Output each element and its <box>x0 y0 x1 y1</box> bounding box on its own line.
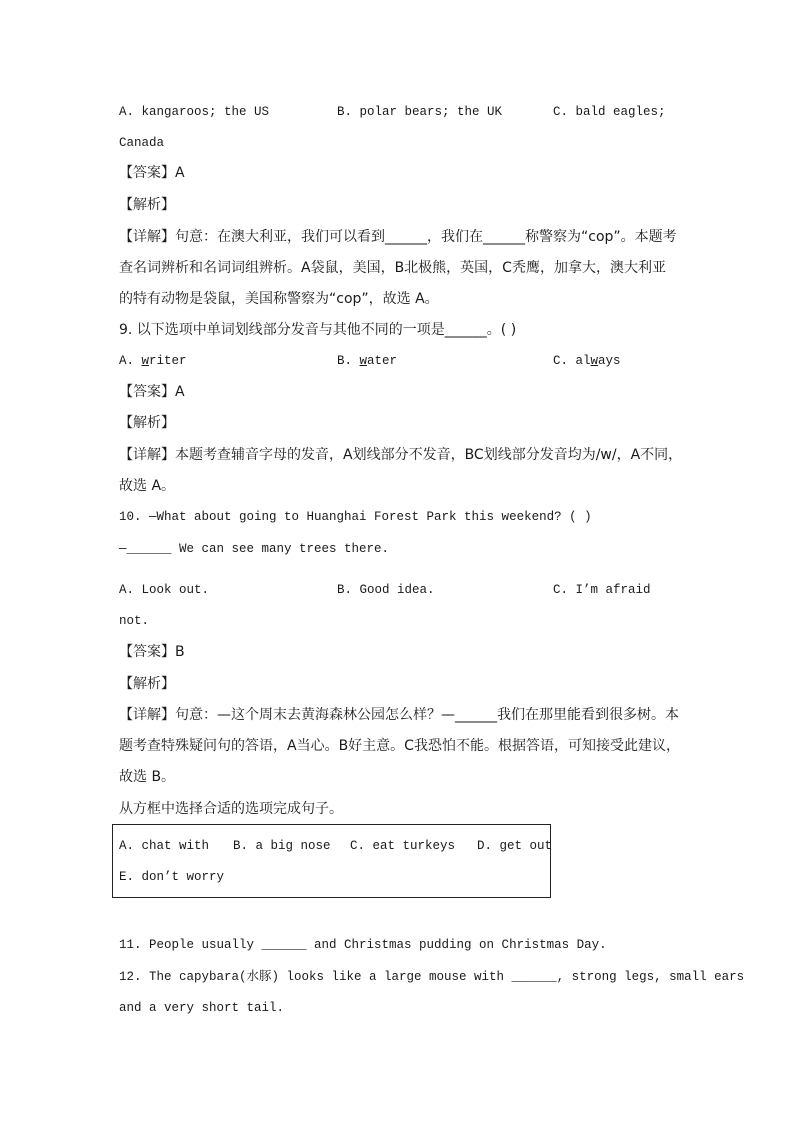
q10-detail-line-1: 【详解】句意：—这个周末去黄海森林公园怎么样？—______我们在那里能看到很多树。本 <box>119 707 679 723</box>
q12-text-line-1: 12. The capybara(水豚) looks like a large mouse with ______, strong legs, small ears <box>119 970 745 984</box>
q10-option-c: C. I’m afraid <box>553 583 651 597</box>
q10-option-b: B. Good idea. <box>337 583 435 597</box>
q9-detail-line-2: 故选 A。 <box>119 478 176 494</box>
q10-option-c-continued: not. <box>119 614 150 628</box>
q9-analysis-label: 【解析】 <box>119 415 175 431</box>
box-option-c: C. eat turkeys <box>350 839 456 853</box>
q10-detail-line-2: 题考查特殊疑问句的答语，A当心。B好主意。C我恐怕不能。根据答语，可知接受此建议， <box>119 738 680 754</box>
box-option-d: D. get out <box>477 839 553 853</box>
q9-stem: 9. 以下选项中单词划线部分发音与其他不同的一项是______。( ) <box>119 322 517 338</box>
q8-option-c: C. bald eagles; <box>553 105 666 119</box>
q8-detail-line-2: 查名词辨析和名词词组辨析。A袋鼠，美国，B北极熊，英国，C秃鹰，加拿大，澳大利亚 <box>119 260 666 276</box>
q12-text-line-2: and a very short tail. <box>119 1001 285 1015</box>
q9-option-a: A. writer <box>119 354 187 368</box>
box-option-a: A. chat with <box>119 839 210 853</box>
q8-detail-line-1: 【详解】句意：在澳大利亚，我们可以看到______，我们在______称警察为“cop”。本题考 <box>119 229 677 245</box>
q9-detail-line-1: 【详解】本题考查辅音字母的发音，A划线部分不发音，BC划线部分发音均为/w/，A不同， <box>119 447 683 463</box>
q11-text: 11. People usually ______ and Christmas pudding on Christmas Day. <box>119 938 607 952</box>
q10-analysis-label: 【解析】 <box>119 676 175 692</box>
q10-detail-line-3: 故选 B。 <box>119 769 176 785</box>
box-option-b: B. a big nose <box>233 839 331 853</box>
section-instruction: 从方框中选择合适的选项完成句子。 <box>119 801 343 817</box>
q9-option-c: C. always <box>553 354 621 368</box>
box-option-e: E. don’t worry <box>119 870 225 884</box>
q10-stem-line-2: —______ We can see many trees there. <box>119 542 390 556</box>
q8-analysis-label: 【解析】 <box>119 197 175 213</box>
q10-option-a: A. Look out. <box>119 583 210 597</box>
q8-option-a: A. kangaroos; the US <box>119 105 270 119</box>
q9-option-b: B. water <box>337 354 398 368</box>
options-box <box>112 824 551 898</box>
q8-option-b: B. polar bears; the UK <box>337 105 503 119</box>
q8-answer: 【答案】A <box>119 165 185 181</box>
q9-answer: 【答案】A <box>119 384 185 400</box>
q10-answer: 【答案】B <box>119 644 185 660</box>
q10-stem: 10. —What about going to Huanghai Forest Park this weekend? ( ) <box>119 510 592 524</box>
q8-detail-line-3: 的特有动物是袋鼠，美国称警察为“cop”，故选 A。 <box>119 291 439 307</box>
q8-option-c-continued: Canada <box>119 136 165 150</box>
